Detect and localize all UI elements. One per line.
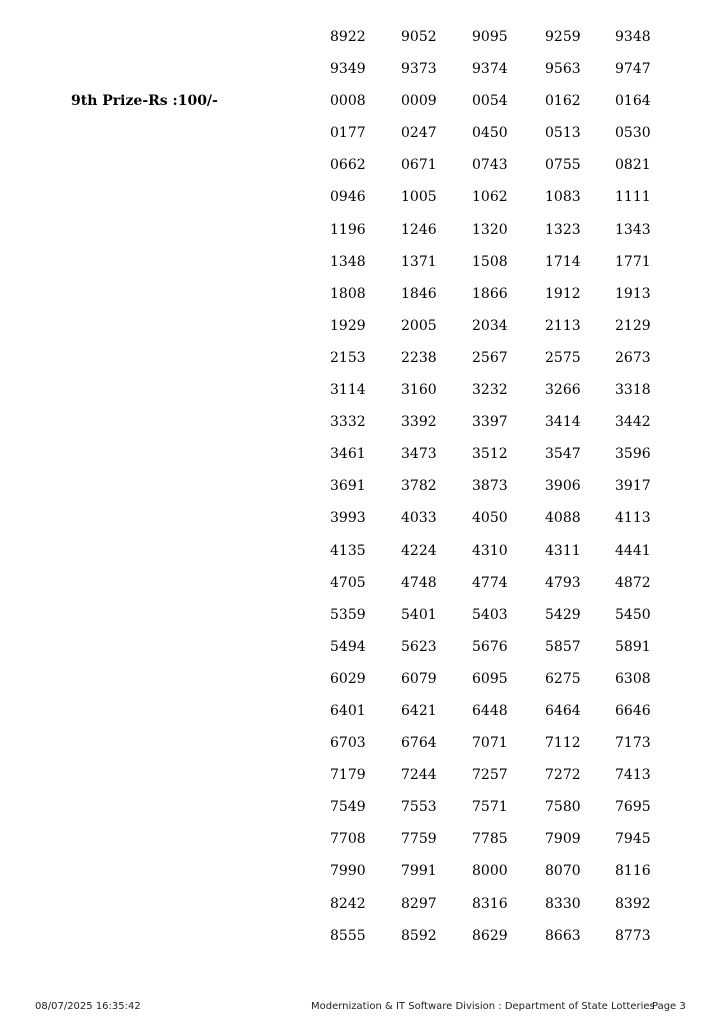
ticket-number: 6764 — [401, 735, 437, 752]
ticket-number: 1348 — [330, 253, 366, 270]
ticket-number: 1371 — [401, 253, 437, 270]
ticket-number: 1913 — [615, 285, 651, 302]
ticket-number: 5359 — [330, 606, 366, 623]
ticket-number: 7991 — [401, 863, 437, 880]
ticket-number: 0247 — [401, 125, 437, 142]
ticket-number: 3873 — [472, 478, 508, 495]
ticket-number: 8000 — [472, 863, 508, 880]
ticket-number: 4441 — [615, 542, 651, 559]
number-row — [330, 638, 660, 670]
ticket-number: 3318 — [615, 382, 651, 399]
ticket-number: 7580 — [545, 799, 581, 816]
number-row — [330, 92, 660, 124]
ticket-number: 1846 — [401, 285, 437, 302]
ticket-number: 5429 — [545, 606, 581, 623]
ticket-number: 6421 — [401, 702, 437, 719]
number-row — [330, 766, 660, 798]
footer-datetime: 08/07/2025 16:35:42 — [35, 1001, 141, 1012]
ticket-number: 0177 — [330, 125, 366, 142]
ticket-number: 4050 — [472, 510, 508, 527]
ticket-number: 3512 — [472, 446, 508, 463]
ticket-number: 1508 — [472, 253, 508, 270]
ticket-number: 6448 — [472, 702, 508, 719]
ticket-number: 4135 — [330, 542, 366, 559]
ticket-number: 0755 — [545, 157, 581, 174]
ticket-number: 5891 — [615, 638, 651, 655]
ticket-number: 7257 — [472, 767, 508, 784]
ticket-number: 9348 — [615, 29, 651, 45]
ticket-number: 3397 — [472, 414, 508, 431]
ticket-number: 7549 — [330, 799, 366, 816]
number-row — [330, 156, 660, 188]
ticket-number: 4705 — [330, 574, 366, 591]
ticket-number: 0821 — [615, 157, 651, 174]
ticket-number: 1929 — [330, 317, 366, 334]
ticket-number: 6401 — [330, 702, 366, 719]
ticket-number: 2034 — [472, 317, 508, 334]
ticket-number: 4088 — [545, 510, 581, 527]
ticket-number: 4310 — [472, 542, 508, 559]
ticket-number: 6703 — [330, 735, 366, 752]
ticket-number: 9259 — [545, 29, 581, 45]
ticket-number: 5857 — [545, 638, 581, 655]
ticket-number: 7179 — [330, 767, 366, 784]
ticket-number: 4113 — [615, 510, 651, 527]
prize-label: 9th Prize-Rs :100/- — [71, 93, 218, 109]
ticket-number: 3596 — [615, 446, 651, 463]
ticket-number: 7112 — [545, 735, 581, 752]
ticket-number: 6646 — [615, 702, 651, 719]
ticket-number: 6308 — [615, 670, 651, 687]
number-row — [330, 702, 660, 734]
number-row — [330, 862, 660, 894]
number-row — [330, 830, 660, 862]
number-row — [330, 28, 660, 60]
ticket-number: 4774 — [472, 574, 508, 591]
number-row — [330, 509, 660, 541]
ticket-number: 7695 — [615, 799, 651, 816]
ticket-number: 0513 — [545, 125, 581, 142]
ticket-number: 9374 — [472, 61, 508, 78]
ticket-number: 3232 — [472, 382, 508, 399]
ticket-number: 2113 — [545, 317, 581, 334]
ticket-number: 7909 — [545, 831, 581, 848]
number-row — [330, 574, 660, 606]
ticket-number: 8316 — [472, 895, 508, 912]
ticket-number: 8555 — [330, 927, 366, 944]
ticket-number: 8773 — [615, 927, 651, 944]
ticket-number: 2153 — [330, 349, 366, 366]
ticket-number: 9349 — [330, 61, 366, 78]
ticket-number: 0662 — [330, 157, 366, 174]
ticket-number: 5401 — [401, 606, 437, 623]
ticket-number: 3906 — [545, 478, 581, 495]
ticket-number: 0450 — [472, 125, 508, 142]
ticket-number: 8922 — [330, 29, 366, 45]
ticket-number: 1771 — [615, 253, 651, 270]
number-row — [330, 606, 660, 638]
ticket-number: 1323 — [545, 221, 581, 238]
number-row — [330, 317, 660, 349]
ticket-number: 6464 — [545, 702, 581, 719]
footer-division: Modernization & IT Software Division : Department of State Lotteries — [311, 1001, 655, 1012]
ticket-number: 9373 — [401, 61, 437, 78]
ticket-number: 2567 — [472, 349, 508, 366]
ticket-number: 7759 — [401, 831, 437, 848]
number-row — [330, 445, 660, 477]
ticket-number: 3414 — [545, 414, 581, 431]
number-row — [330, 124, 660, 156]
number-row — [330, 349, 660, 381]
ticket-number: 5450 — [615, 606, 651, 623]
ticket-number: 3993 — [330, 510, 366, 527]
number-row — [330, 253, 660, 285]
ticket-number: 1005 — [401, 189, 437, 206]
ticket-number: 1320 — [472, 221, 508, 238]
ticket-number: 7173 — [615, 735, 651, 752]
ticket-number: 3547 — [545, 446, 581, 463]
ticket-number: 6095 — [472, 670, 508, 687]
ticket-number: 3461 — [330, 446, 366, 463]
number-row — [330, 798, 660, 830]
ticket-number: 9563 — [545, 61, 581, 78]
ticket-number: 3473 — [401, 446, 437, 463]
ticket-number: 2673 — [615, 349, 651, 366]
number-row — [330, 734, 660, 766]
ticket-number: 5623 — [401, 638, 437, 655]
number-row — [330, 381, 660, 413]
ticket-number: 8330 — [545, 895, 581, 912]
ticket-number: 0530 — [615, 125, 651, 142]
ticket-number: 7071 — [472, 735, 508, 752]
ticket-number: 2129 — [615, 317, 651, 334]
ticket-number: 3691 — [330, 478, 366, 495]
ticket-number: 9747 — [615, 61, 651, 78]
number-row — [330, 927, 660, 959]
ticket-number: 8629 — [472, 927, 508, 944]
number-row — [330, 895, 660, 927]
ticket-number: 3332 — [330, 414, 366, 431]
ticket-number: 4793 — [545, 574, 581, 591]
ticket-number: 1062 — [472, 189, 508, 206]
ticket-number: 5403 — [472, 606, 508, 623]
number-row — [330, 542, 660, 574]
ticket-number: 1343 — [615, 221, 651, 238]
ticket-number: 3160 — [401, 382, 437, 399]
ticket-number: 9052 — [401, 29, 437, 45]
ticket-number: 4311 — [545, 542, 581, 559]
ticket-number: 4748 — [401, 574, 437, 591]
ticket-number: 3266 — [545, 382, 581, 399]
ticket-number: 1111 — [615, 189, 651, 206]
ticket-number: 4872 — [615, 574, 651, 591]
ticket-number: 8242 — [330, 895, 366, 912]
ticket-number: 7945 — [615, 831, 651, 848]
number-row — [330, 188, 660, 220]
ticket-number: 2575 — [545, 349, 581, 366]
ticket-number: 7272 — [545, 767, 581, 784]
ticket-number: 7413 — [615, 767, 651, 784]
ticket-number: 0008 — [330, 93, 366, 110]
ticket-number: 9095 — [472, 29, 508, 45]
ticket-number: 3917 — [615, 478, 651, 495]
ticket-number: 3442 — [615, 414, 651, 431]
ticket-number: 4224 — [401, 542, 437, 559]
ticket-number: 0743 — [472, 157, 508, 174]
ticket-number: 1912 — [545, 285, 581, 302]
ticket-number: 8070 — [545, 863, 581, 880]
ticket-number: 8116 — [615, 863, 651, 880]
ticket-number: 0946 — [330, 189, 366, 206]
ticket-number: 0162 — [545, 93, 581, 110]
number-row — [330, 221, 660, 253]
ticket-number: 3392 — [401, 414, 437, 431]
ticket-number: 7553 — [401, 799, 437, 816]
ticket-number: 7244 — [401, 767, 437, 784]
number-row — [330, 477, 660, 509]
ticket-number: 7785 — [472, 831, 508, 848]
ticket-number: 3782 — [401, 478, 437, 495]
ticket-number: 7990 — [330, 863, 366, 880]
ticket-number: 2238 — [401, 349, 437, 366]
number-row — [330, 413, 660, 445]
ticket-number: 7708 — [330, 831, 366, 848]
winning-numbers-grid — [330, 28, 660, 959]
ticket-number: 0009 — [401, 93, 437, 110]
ticket-number: 2005 — [401, 317, 437, 334]
ticket-number: 8297 — [401, 895, 437, 912]
ticket-number: 1866 — [472, 285, 508, 302]
ticket-number: 1246 — [401, 221, 437, 238]
ticket-number: 6275 — [545, 670, 581, 687]
number-row — [330, 670, 660, 702]
ticket-number: 3114 — [330, 382, 366, 399]
ticket-number: 1196 — [330, 221, 366, 238]
ticket-number: 0164 — [615, 93, 651, 110]
ticket-number: 0054 — [472, 93, 508, 110]
ticket-number: 6029 — [330, 670, 366, 687]
ticket-number: 8392 — [615, 895, 651, 912]
ticket-number: 7571 — [472, 799, 508, 816]
ticket-number: 6079 — [401, 670, 437, 687]
footer-page-number: Page 3 — [652, 1001, 686, 1012]
number-row — [330, 60, 660, 92]
ticket-number: 1808 — [330, 285, 366, 302]
number-row — [330, 285, 660, 317]
ticket-number: 0671 — [401, 157, 437, 174]
ticket-number: 1714 — [545, 253, 581, 270]
ticket-number: 8663 — [545, 927, 581, 944]
ticket-number: 4033 — [401, 510, 437, 527]
ticket-number: 8592 — [401, 927, 437, 944]
ticket-number: 5494 — [330, 638, 366, 655]
ticket-number: 1083 — [545, 189, 581, 206]
ticket-number: 5676 — [472, 638, 508, 655]
